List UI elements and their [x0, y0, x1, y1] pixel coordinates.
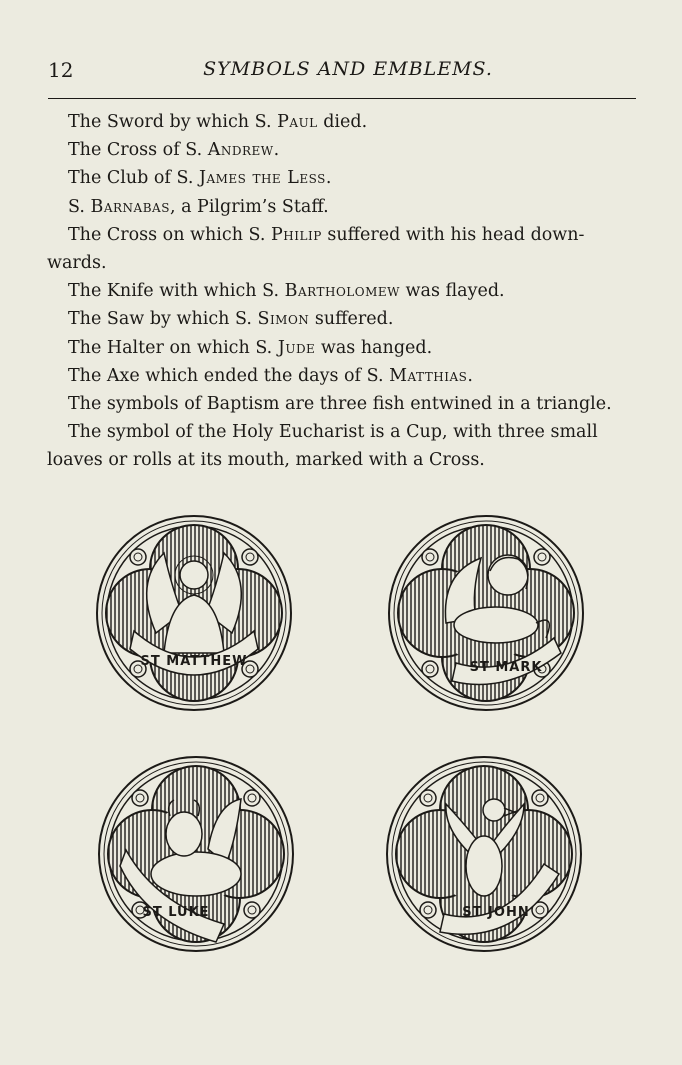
text-line: S. Barnabas, a Pilgrim’s Staff.	[68, 196, 329, 217]
banner-text-matthew: ST MATTHEW	[140, 654, 248, 669]
text-line: The Knife with which S. Bartholomew was flayed.	[68, 281, 505, 302]
medallion-st-mark	[386, 513, 586, 713]
text-line: wards.	[47, 253, 107, 274]
text-line: The symbols of Baptism are three fish entwined in a triangle.	[68, 394, 612, 415]
banner-text-luke: ST LUKE	[142, 905, 210, 920]
body-text	[47, 108, 643, 475]
text-line: The Sword by which S. Paul died.	[68, 112, 368, 132]
header-rule	[48, 98, 636, 99]
medallion-st-matthew	[94, 513, 294, 713]
lion-emblem-icon	[386, 513, 586, 713]
text-line: loaves or rolls at its mouth, marked with a Cross.	[47, 450, 485, 471]
text-line: The Saw by which S. Simon suffered.	[68, 309, 394, 330]
eagle-emblem-icon	[384, 754, 584, 954]
text-line: The Cross on which S. Philip suffered with his head down-	[68, 224, 585, 245]
angel-emblem-icon	[94, 513, 294, 713]
text-line: The Cross of S. Andrew.	[68, 140, 280, 161]
banner-text-mark: ST MARK	[469, 660, 543, 675]
text-line: The Halter on which S. Jude was hanged.	[68, 337, 433, 358]
text-line: The Club of S. James the Less.	[68, 168, 332, 189]
medallion-st-luke	[96, 754, 296, 954]
page-number: 12	[48, 58, 74, 82]
text-line: The Axe which ended the days of S. Matthias.	[68, 365, 473, 386]
page-header	[48, 58, 638, 82]
running-title: SYMBOLS AND EMBLEMS.	[203, 58, 493, 80]
banner-text-john: ST JOHN	[462, 905, 530, 920]
ox-emblem-icon	[96, 754, 296, 954]
text-line: The symbol of the Holy Eucharist is a Cup, with three small	[68, 422, 598, 443]
medallion-st-john	[384, 754, 584, 954]
